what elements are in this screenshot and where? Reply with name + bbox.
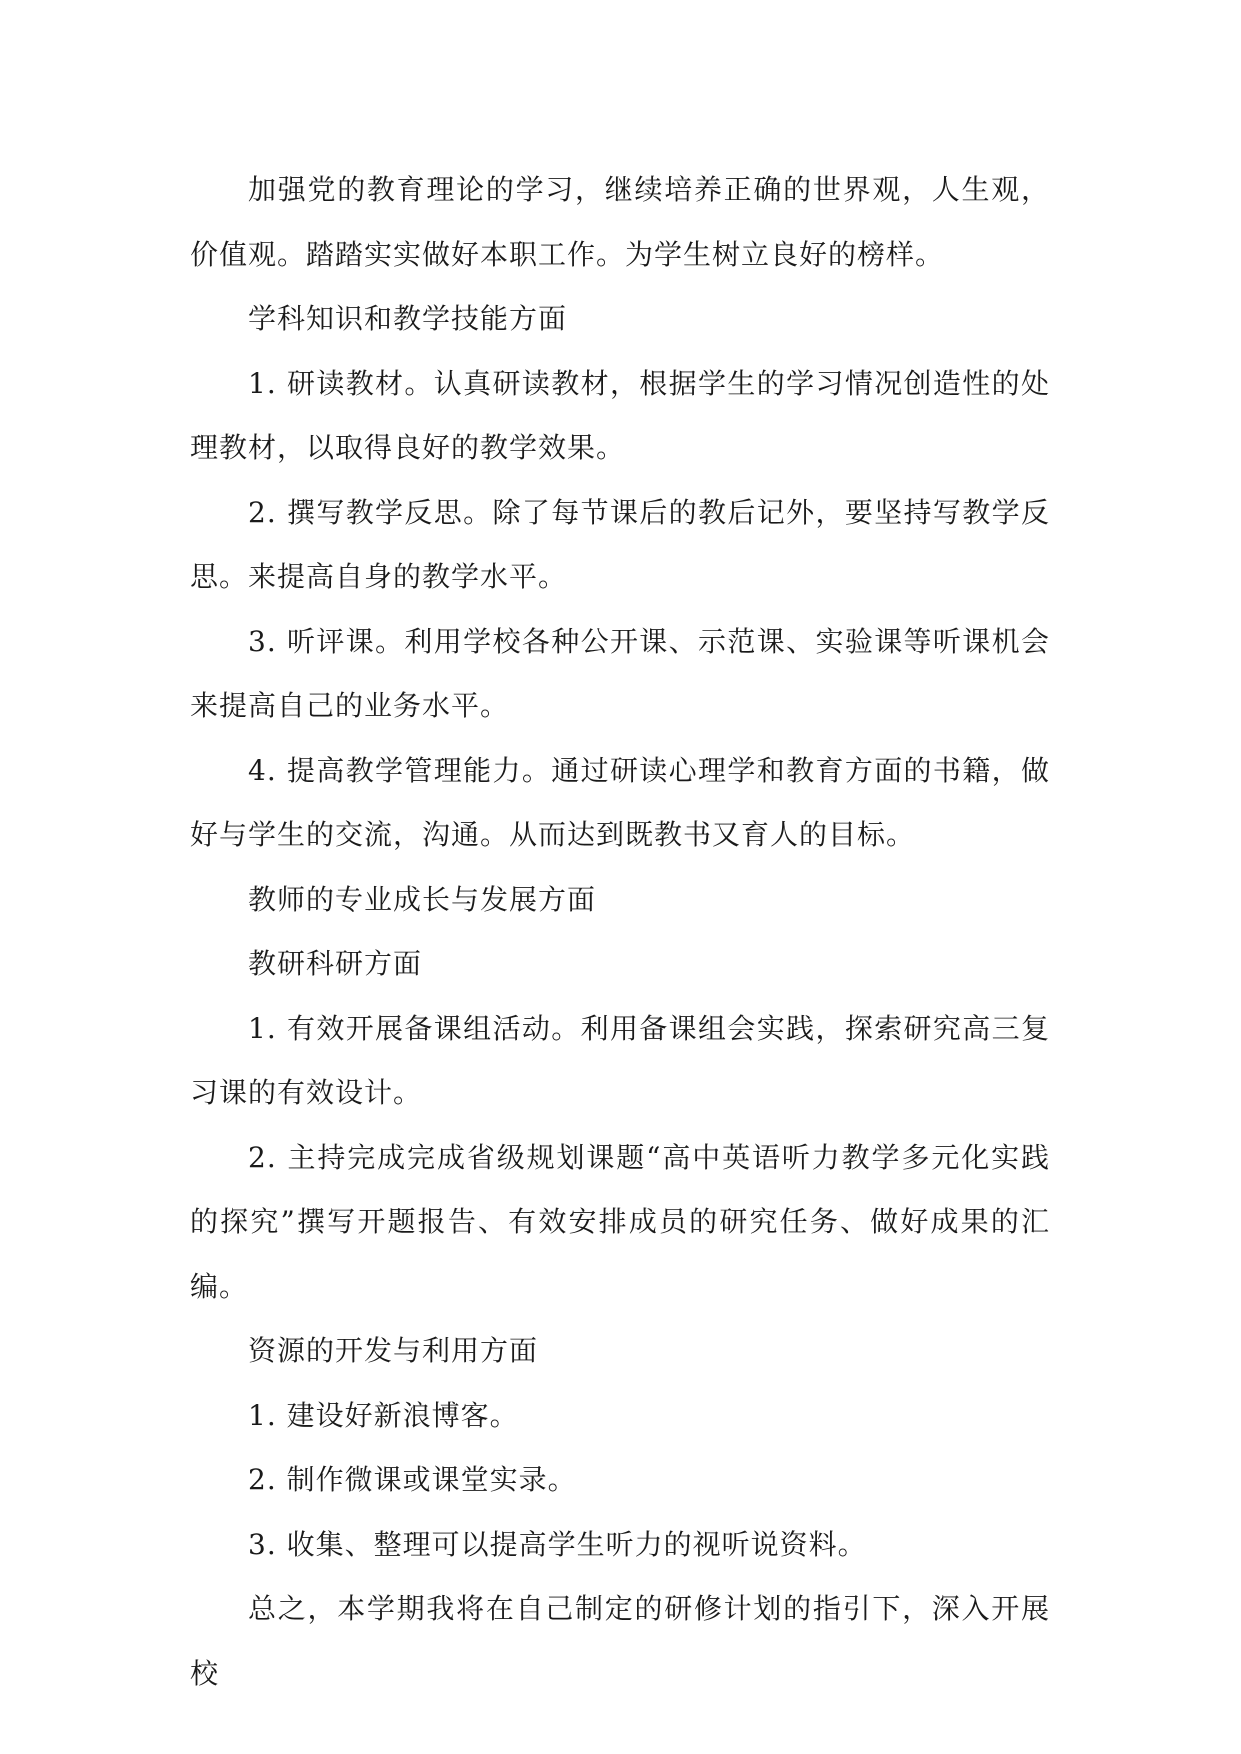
- paragraph-item-research-project: 2. 主持完成完成省级规划课题“高中英语听力教学多元化实践的探究”撰写开题报告、有效安排成员的研究任务、做好成果的汇编。: [190, 1140, 1050, 1303]
- paragraph-item-lesson-group: 1. 有效开展备课组活动。利用备课组会实践，探索研究高三复习课的有效设计。: [190, 1011, 1050, 1109]
- section-heading-subject-knowledge: 学科知识和教学技能方面: [248, 302, 568, 335]
- paragraph-item-reflection: 2. 撰写教学反思。除了每节课后的教后记外，要坚持写教学反思。来提高自身的教学水平。: [190, 495, 1050, 593]
- section-heading-resources: 资源的开发与利用方面: [248, 1334, 539, 1367]
- paragraph-item-blog: 1. 建设好新浪博客。: [248, 1398, 519, 1432]
- paragraph-item-listening-materials: 3. 收集、整理可以提高学生听力的视听说资料。: [248, 1527, 867, 1561]
- section-heading-professional-growth: 教师的专业成长与发展方面: [248, 882, 597, 916]
- paragraph-item-micro-lessons: 2. 制作微课或课堂实录。: [248, 1463, 577, 1496]
- document-body: [190, 158, 1050, 1706]
- paragraph-conclusion: 总之，本学期我将在自己制定的研修计划的指引下，深入开展校: [190, 1592, 1050, 1690]
- paragraph-item-study-textbook: 1. 研读教材。认真研读教材，根据学生的学习情况创造性的处理教材，以取得良好的教学效果。: [190, 366, 1050, 464]
- paragraph-item-observe-classes: 3. 听评课。利用学校各种公开课、示范课、实验课等听课机会来提高自己的业务水平。: [190, 624, 1050, 722]
- section-heading-research: 教研科研方面: [248, 947, 423, 980]
- paragraph-moral-study: 加强党的教育理论的学习，继续培养正确的世界观，人生观，价值观。踏踏实实做好本职工作。为学生树立良好的榜样。: [190, 173, 1050, 271]
- paragraph-item-management: 4. 提高教学管理能力。通过研读心理学和教育方面的书籍，做好与学生的交流，沟通。从而达到既教书又育人的目标。: [190, 753, 1050, 851]
